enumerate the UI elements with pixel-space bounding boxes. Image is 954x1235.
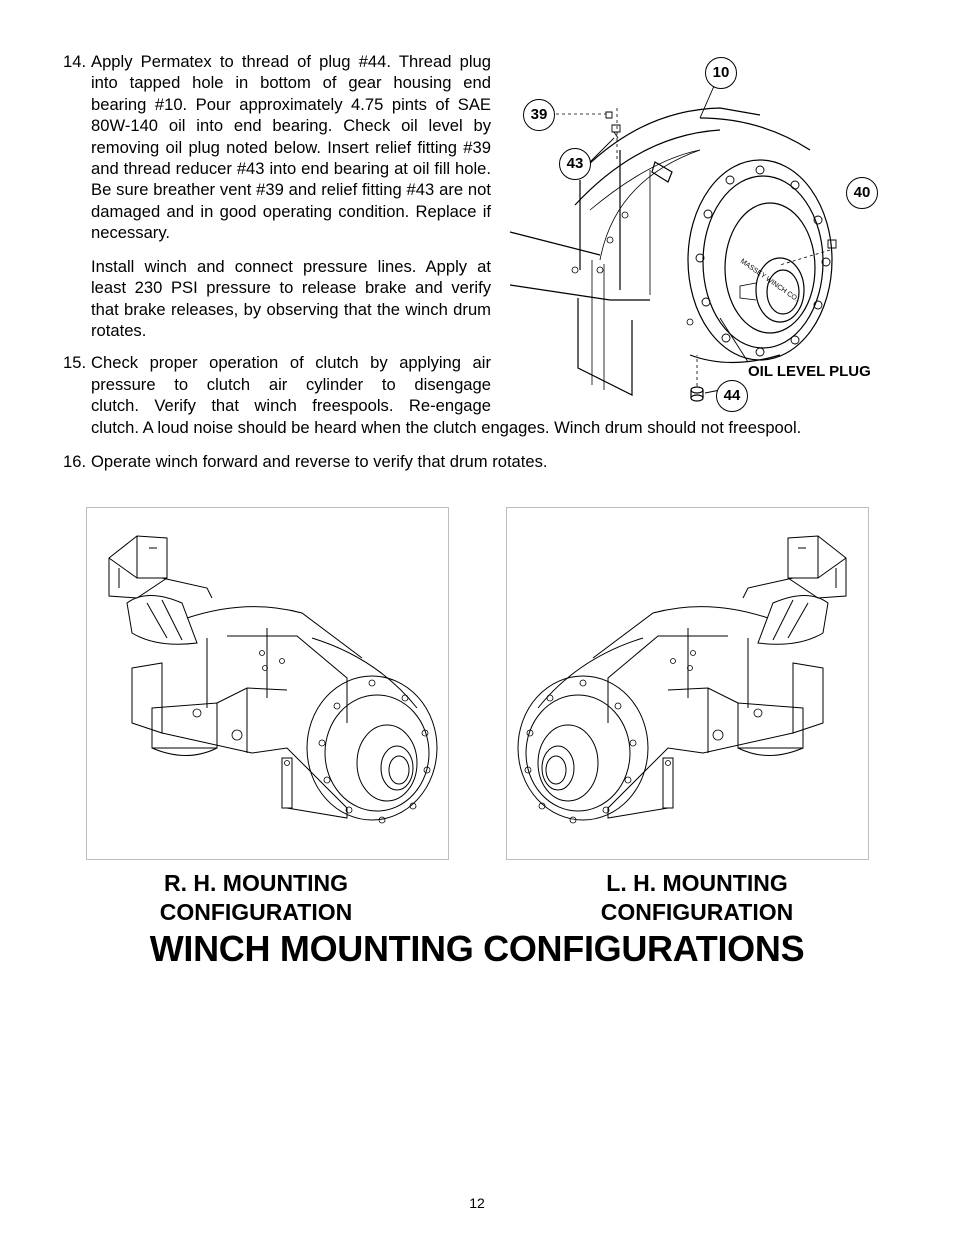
lh-caption-line-1: L. H. MOUNTING [606,870,788,896]
rh-mounting-caption [116,869,396,927]
rh-winch-drawing [87,508,448,859]
rh-caption-line-1: R. H. MOUNTING [164,870,348,896]
step-14-number: 14. [63,52,87,71]
oil-level-plug-label: OIL LEVEL PLUG [748,363,871,380]
lh-mounting-figure [506,507,869,860]
step-16-text: Operate winch forward and reverse to verify that drum rotates. [91,452,548,471]
rh-caption-line-2: CONFIGURATION [159,899,353,925]
step-15-line-2: pressure to clutch air cylinder to disengage [91,375,491,394]
brand-text: MASSEY WINCH CO. [738,257,800,304]
rh-mounting-figure [86,507,449,860]
callout-39: 39 [523,99,555,131]
step-14-text: Apply Permatex to thread of plug #44. Thread plug into tapped hole in bottom of gear housing end bearing #10. Pour approximately 4.75 pints of SAE 80W-140 oil into end bearing. Check oil level by removing oil plug noted below. Insert relief fitting #39 and thread reducer #43 into end bearing at oil fill hole. Be sure breather vent #39 and relief fitting #43 are not damaged and in good operating condition. Replace if necessary. [91,52,491,243]
step-15-number: 15. [63,353,87,372]
step-15-line-3: clutch. Verify that winch freespools. Re-engage [91,396,491,415]
lh-winch-drawing [507,508,868,859]
callout-43: 43 [559,148,591,180]
lh-caption-line-2: CONFIGURATION [600,899,794,925]
callout-44: 44 [716,380,748,412]
callout-10: 10 [705,57,737,89]
step-15-line-4: clutch. A loud noise should be heard when the clutch engages. Winch drum should not freespool. [91,418,802,437]
step-14-install-text: Install winch and connect pressure lines. Apply at least 230 PSI pressure to release brake and verify that brake releases, by observing that the winch drum rotates. [91,257,491,341]
lh-mounting-caption [557,869,837,927]
page-title: WINCH MOUNTING CONFIGURATIONS [149,928,805,969]
page-number: 12 [469,1195,485,1211]
callout-40: 40 [846,177,878,209]
step-15-line-1: Check proper operation of clutch by applying air [91,353,491,372]
step-16-number: 16. [63,452,87,471]
